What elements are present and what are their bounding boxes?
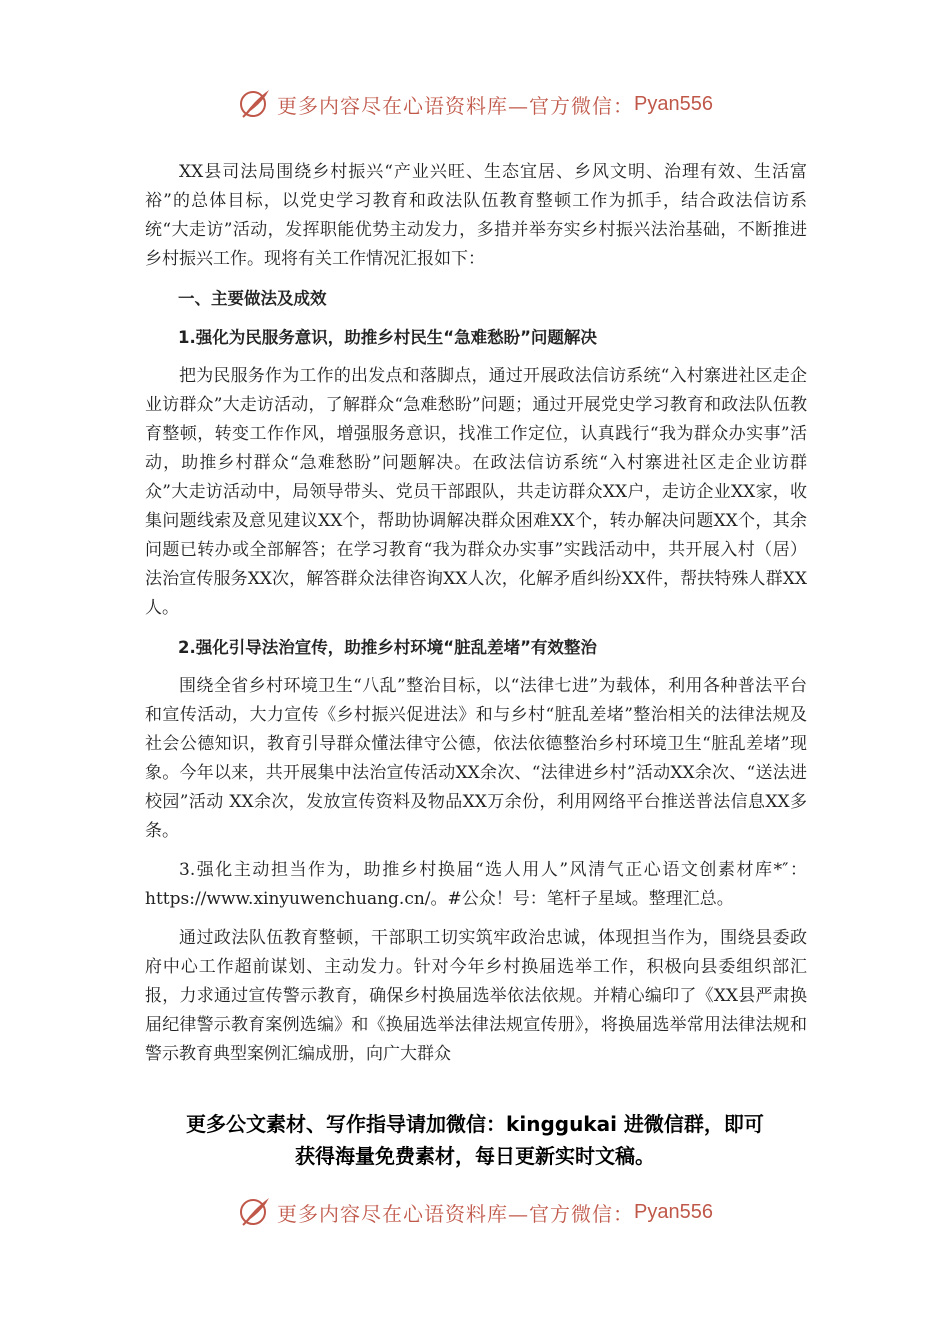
top-banner	[0, 84, 950, 124]
intro-paragraph: XX县司法局围绕乡村振兴“产业兴旺、生态宜居、乡风文明、治理有效、生活富裕”的总体目标，以党史学习教育和政法队伍教育整顿工作为抓手，结合政法信访系统“大走访”活动，发挥职能优势主动发力，多措并举夯实乡村振兴法治基础，不断推进乡村振兴工作。现将有关工作情况汇报如下：	[145, 162, 807, 269]
subheading-2: 2.强化引导法治宣传，助推乡村环境“脏乱差堵”有效整治	[178, 638, 597, 657]
paragraph-1: 把为民服务作为工作的出发点和落脚点，通过开展政法信访系统“入村寨进社区走企业访群众”大走访活动，了解群众“急难愁盼”问题；通过开展党史学习教育和政法队伍教育整顿，转变工作作风，增强服务意识，找准工作定位，认真践行“我为群众办实事”活动，助推乡村群众“急难愁盼”问题解决。在政法信访系统“入村寨进社区走企业访群众”大走访活动中，局领导带头、党员干部跟队，共走访群众XX户，走访企业XX家，收集问题线索及意见建议XX个，帮助协调解决群众困难XX个，转办解决问题XX个，其余问题已转办或全部解答；在学习教育“我为群众办实事”实践活动中，共开展入村（居）法治宣传服务XX次，解答群众法律咨询XX人次，化解矛盾纠纷XX件，帮扶特殊人群XX人。	[145, 366, 807, 618]
subheading-3: 3.强化主动担当作为，助推乡村换届“选人用人”风清气正心语文创素材库*″：https://www.xinyuwenchuang.cn/。#公众！号：笔杆子星域。整理汇总。	[145, 860, 807, 909]
promo-line-1: 更多公文素材、写作指导请加微信：kinggukai 进微信群，即可	[186, 1112, 764, 1136]
quill-logo-icon	[237, 1194, 273, 1230]
quill-logo-icon	[237, 86, 273, 122]
promo-notice	[100, 1108, 850, 1172]
section-heading-1: 一、主要做法及成效	[178, 289, 327, 308]
banner-text: 更多内容尽在心语资料库—官方微信：	[277, 1201, 635, 1226]
banner-wechat-id: Pyan556	[634, 92, 713, 115]
banner-text: 更多内容尽在心语资料库—官方微信：	[277, 93, 635, 118]
document-body	[145, 158, 807, 1069]
banner-wechat-id: Pyan556	[634, 1200, 713, 1223]
promo-line-2: 获得海量免费素材，每日更新实时文稿。	[295, 1144, 655, 1168]
paragraph-2: 围绕全省乡村环境卫生“八乱”整治目标，以“法律七进”为载体，利用各种普法平台和宣传活动，大力宣传《乡村振兴促进法》和与乡村“脏乱差堵”整治相关的法律法规及社会公德知识，教育引导群众懂法律守公德，依法依德整治乡村环境卫生“脏乱差堵”现象。今年以来，共开展集中法治宣传活动XX余次、“法律进乡村”活动XX余次、“送法进校园”活动 XX余次，发放宣传资料及物品XX万余份，利用网络平台推送普法信息XX多条。	[145, 676, 807, 841]
paragraph-3: 通过政法队伍教育整顿，干部职工切实筑牢政治忠诚，体现担当作为，围绕县委政府中心工作超前谋划、主动发力。针对今年乡村换届选举工作，积极向县委组织部汇报，力求通过宣传警示教育，确保乡村换届选举依法依规。并精心编印了《XX县严肃换届纪律警示教育案例选编》和《换届选举法律法规宣传册》，将换届选举常用法律法规和警示教育典型案例汇编成册，向广大群众	[145, 928, 807, 1064]
subheading-1: 1.强化为民服务意识，助推乡村民生“急难愁盼”问题解决	[178, 328, 597, 347]
bottom-banner	[0, 1192, 950, 1232]
